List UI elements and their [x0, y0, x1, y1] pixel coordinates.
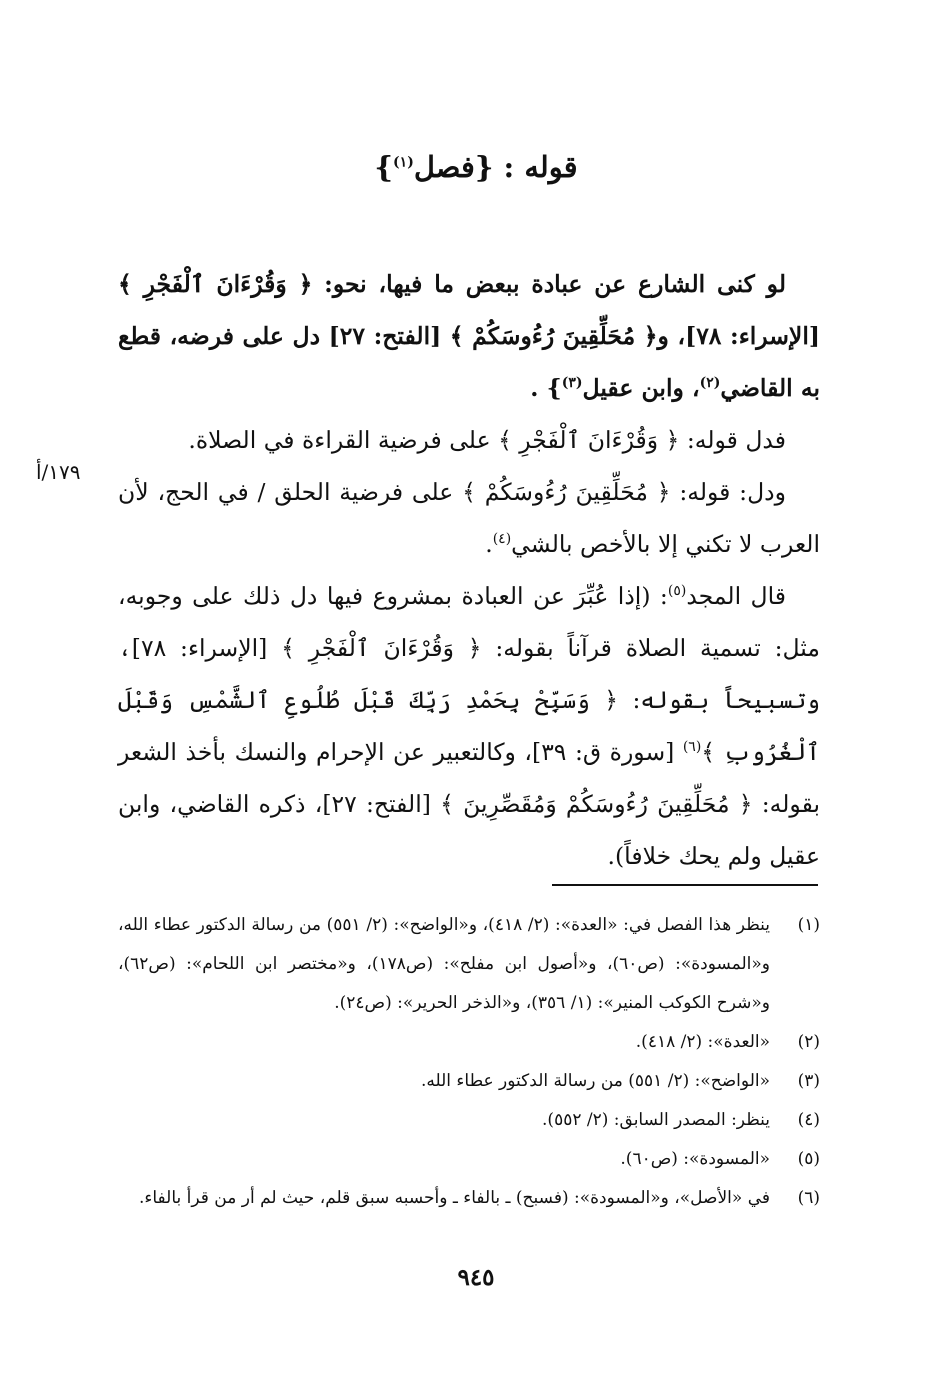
- heading-title: فصل: [413, 150, 475, 184]
- footnote-1: [118, 906, 820, 1023]
- section-heading: [0, 150, 952, 184]
- paragraph-1-text-b: ، وابن عقيل: [582, 374, 700, 402]
- footnote-ref-3: (٣): [561, 375, 583, 392]
- heading-prefix: قوله : {: [474, 150, 578, 184]
- manuscript-folio-marker: ١٧٩/أ: [36, 460, 81, 484]
- footnote-ref-2: (٢): [699, 375, 721, 392]
- paragraph-3: [118, 466, 820, 570]
- page-number: ٩٤٥: [457, 1264, 495, 1291]
- footnote-separator: [552, 884, 818, 886]
- footnote-text: ينظر هذا الفصل في: «العدة»: (٢/ ٤١٨)، و«الواضح»: (٢/ ٥٥١) من رسالة الدكتور عطاء الله، و«المسودة»: (ص٦٠)، و«أصول ابن مفلح»: (ص١٧٨)، و«مختصر ابن اللحام»: (ص٦٢)، و«شرح الكوكب المنير»: (١/ ٣٥٦)، و«الذخر الحرير»: (ص٢٤).: [118, 915, 770, 1013]
- footnote-text: في «الأصل»، و«المسودة»: (فسبح) ـ بالفاء ـ وأحسبه سبق قلم، حيث لم أر من قرأ بالفاء.: [138, 1188, 770, 1208]
- paragraph-1-text-a: لو كنى الشارع عن عبادة ببعض ما فيها، نحو: ﴿ وَقُرْءَانَ ٱلْفَجْرِ ﴾ [الإسراء: ٧٨]، و﴿ مُحَلِّقِينَ رُءُوسَكُمْ ﴾ [الفتح: ٢٧] دل على فرضه، قطع به القاضي: [118, 270, 820, 402]
- paragraph-1: [118, 258, 820, 414]
- footnote-ref-6: (٦): [682, 739, 702, 756]
- paragraph-4-text-a: قال المجد: [686, 582, 786, 610]
- footnote-5: [118, 1140, 820, 1179]
- footnote-text: «المسودة»: (ص٦٠).: [620, 1149, 770, 1169]
- footnote-6: [118, 1179, 820, 1218]
- heading-suffix: }: [374, 150, 394, 184]
- footnotes: [118, 906, 820, 1218]
- footnote-number: (٦): [797, 1188, 820, 1208]
- heading-footnote-ref: (١): [393, 154, 414, 171]
- footnote-number: (٥): [797, 1149, 820, 1169]
- paragraph-3-text-b: .: [485, 530, 493, 558]
- footnote-number: (١): [797, 915, 820, 935]
- paragraph-3-text-a: ودل: قوله: ﴿ مُحَلِّقِينَ رُءُوسَكُمْ ﴾ على فرضية الحلق / في الحج، لأن العرب لا تكني إلا بالأخص بالشي: [118, 478, 820, 558]
- paragraph-4: [118, 570, 820, 882]
- footnote-text: «العدة»: (٢/ ٤١٨).: [635, 1032, 770, 1052]
- footnote-4: [118, 1101, 820, 1140]
- paragraph-4-text-b: : (إذا عُبِّرَ عن العبادة بمشروع فيها دل ذلك على وجوبه، مثل: تسمية الصلاة قرآناً بقوله: ﴿ وَقُرْءَانَ ٱلْفَجْرِ ﴾ [الإسراء: ٧٨]، وتسبيحاً بقوله: ﴿ وَسَبِّحْ بِحَمْدِ رَبِّكَ قَبْلَ طُلُوعِ ٱلشَّمْسِ وَقَبْلَ ٱلْغُرُوبِ ﴾: [118, 582, 820, 766]
- main-text: [118, 258, 820, 882]
- footnote-text: ينظر: المصدر السابق: (٢/ ٥٥٢).: [542, 1110, 770, 1130]
- footnote-text: «الواضح»: (٢/ ٥٥١) من رسالة الدكتور عطاء الله.: [420, 1071, 770, 1091]
- footnote-ref-5: (٥): [667, 583, 687, 600]
- footnote-ref-4: (٤): [492, 531, 512, 548]
- footnote-number: (٤): [797, 1110, 820, 1130]
- footnote-number: (٢): [797, 1032, 820, 1052]
- footnote-2: [118, 1023, 820, 1062]
- paragraph-4-text-c: [سورة ق: ٣٩]، وكالتعبير عن الإحرام والنسك بأخذ الشعر بقوله: ﴿ مُحَلِّقِينَ رُءُوسَكُمْ وَمُقَصِّرِينَ ﴾ [الفتح: ٢٧]، ذكره القاضي، وابن عقيل ولم يحك خلافاً).: [118, 738, 821, 870]
- paragraph-1-text-c: } .: [530, 374, 562, 402]
- paragraph-2: فدل قوله: ﴿ وَقُرْءَانَ ٱلْفَجْرِ ﴾ على فرضية القراءة في الصلاة.: [188, 426, 786, 454]
- footnote-3: [118, 1062, 820, 1101]
- footnote-number: (٣): [797, 1071, 820, 1091]
